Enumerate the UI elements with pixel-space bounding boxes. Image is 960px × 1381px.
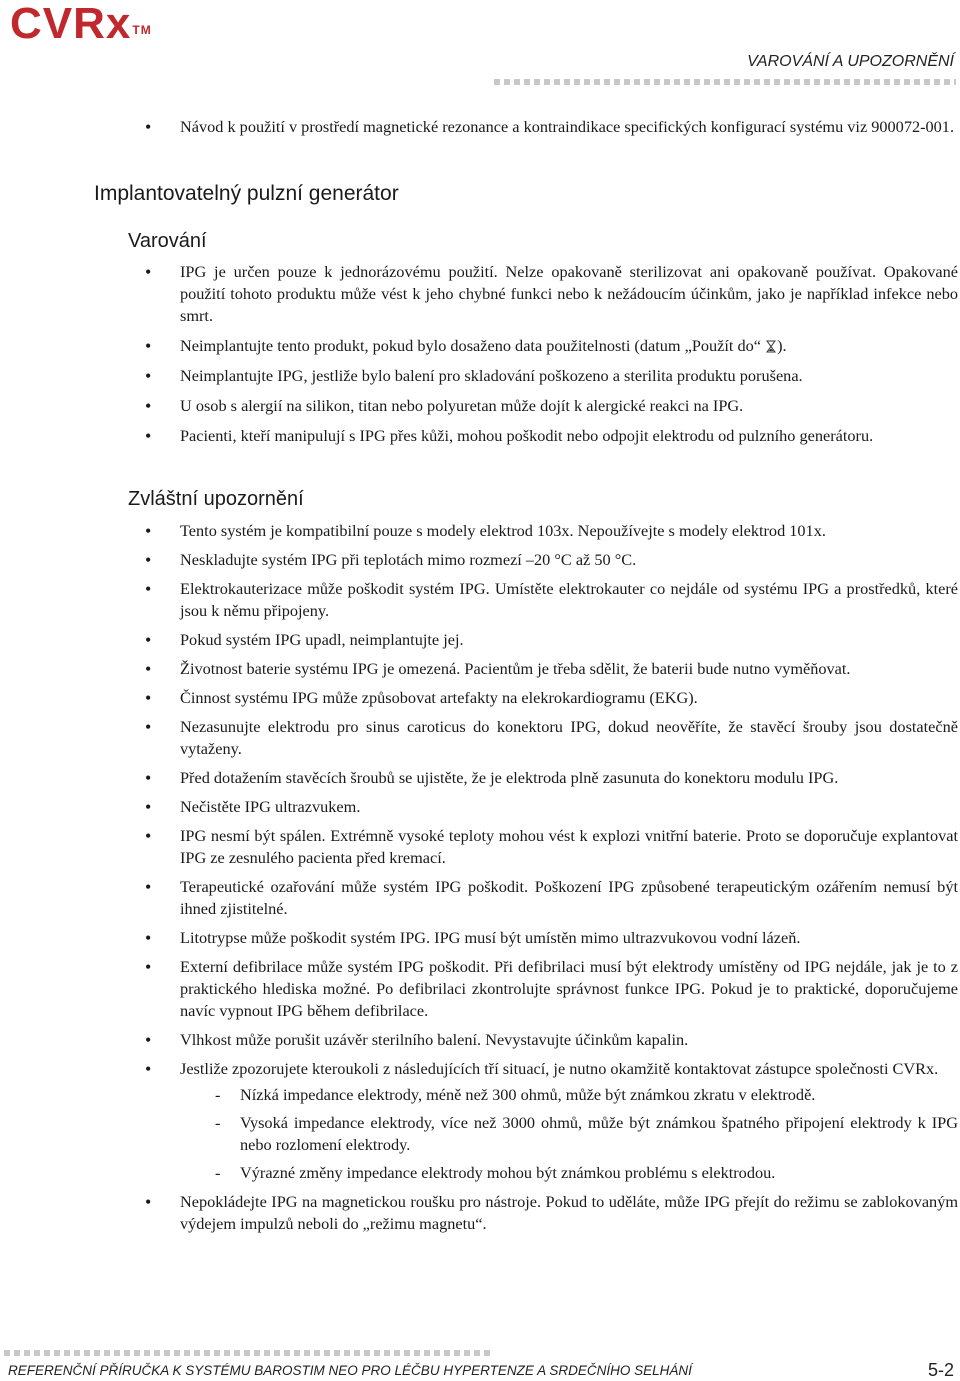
list-item: • Životnost baterie systému IPG je omezená. Pacientům je třeba sdělit, že baterii bude nutno vyměňovat. xyxy=(0,658,960,680)
list-item: • Elektrokauterizace může poškodit systém IPG. Umístěte elektrokauter co nejdále od systému IPG a prostředků, které jsou k němu připojeny. xyxy=(0,578,960,622)
precautions-title: Zvláštní upozornění xyxy=(128,488,304,510)
expiry-text-after: ). xyxy=(777,336,787,355)
list-item: • Litotrypse může poškodit systém IPG. IPG musí být umístěn mimo ultrazvukovou vodní lázeň. xyxy=(0,927,960,949)
sub-list-item: - Vysoká impedance elektrody, více než 3000 ohmů, může být známkou špatného připojení elektrody k IPG nebo rozlomení elektrody. xyxy=(180,1112,958,1156)
precautions-list xyxy=(0,520,960,1235)
list-item: • Nepokládejte IPG na magnetickou roušku pro nástroje. Pokud to uděláte, může IPG přejít do režimu se zablokovaným výdejem impulzů neboli do „režimu magnetu“. xyxy=(0,1191,960,1235)
intro-list xyxy=(0,116,960,138)
section-header-title: VAROVÁNÍ A UPOZORNĚNÍ xyxy=(747,53,954,70)
list-item: • Neimplantujte IPG, jestliže bylo balení pro skladování poškozeno a sterilita produktu porušena. xyxy=(0,365,960,387)
list-item: • Vlhkost může porušit uzávěr sterilního balení. Nevystavujte účinkům kapalin. xyxy=(0,1029,960,1051)
list-item: • Externí defibrilace může systém IPG poškodit. Při defibrilaci musí být elektrody umístěny od IPG nejdále, jak je to z praktického hlediska možné. Po defibrilaci zkontrolujte správnost funkce IPG. Pokud je to praktické, doporučujeme navíc vypnout IPG během defibrilace. xyxy=(0,956,960,1022)
list-item: • Činnost systému IPG může způsobovat artefakty na elekrokardiogramu (EKG). xyxy=(0,687,960,709)
intro-bullet: • Návod k použití v prostředí magnetické rezonance a kontraindikace specifických konfigurací systému viz 900072-001. xyxy=(0,116,960,138)
list-item: • Před dotažením stavěcích šroubů se ujistěte, že je elektroda plně zasunuta do konektoru modulu IPG. xyxy=(0,767,960,789)
warnings-title: Varování xyxy=(128,230,207,252)
list-item: • IPG nesmí být spálen. Extrémně vysoké teploty mohou vést k explozi vnitřní baterie. Proto se doporučuje explantovat IPG ze zesnulého pacienta před kremací. xyxy=(0,825,960,869)
list-item: • Pacienti, kteří manipulují s IPG přes kůži, mohou poškodit nebo odpojit elektrodu od pulzního generátoru. xyxy=(0,425,960,447)
list-item: • Pokud systém IPG upadl, neimplantujte jej. xyxy=(0,629,960,651)
footer-title: REFERENČNÍ PŘÍRUČKA K SYSTÉMU BAROSTIM NEO PRO LÉČBU HYPERTENZE A SRDEČNÍHO SELHÁNÍ xyxy=(8,1363,692,1378)
footer-dotted-rule xyxy=(4,1350,494,1356)
list-item: • Tento systém je kompatibilní pouze s modely elektrod 103x. Nepoužívejte s modely elektrod 101x. xyxy=(0,520,960,542)
page-number: 5-2 xyxy=(927,1360,954,1380)
sub-list-item: - Nízká impedance elektrody, méně než 300 ohmů, může být známkou zkratu v elektrodě. xyxy=(180,1084,958,1106)
contact-sublist xyxy=(180,1084,958,1184)
section-title: Implantovatelný pulzní generátor xyxy=(94,182,399,205)
contact-text: Jestliže zpozorujete kteroukoli z následujících tří situací, je nutno okamžitě kontaktovat zástupce společnosti CVRx. xyxy=(180,1059,939,1078)
sub-list-item: - Výrazné změny impedance elektrody mohou být známkou problému s elektrodou. xyxy=(180,1162,958,1184)
logo-trademark: TM xyxy=(132,23,152,37)
list-item: • Neskladujte systém IPG při teplotách mimo rozmezí –20 °C až 50 °C. xyxy=(0,549,960,571)
list-item-expiry xyxy=(0,335,960,357)
list-item-contact xyxy=(0,1058,960,1184)
list-item: • U osob s alergií na silikon, titan nebo polyuretan může dojít k alergické reakci na IPG. xyxy=(0,395,960,417)
list-item: • Nezasunujte elektrodu pro sinus caroticus do konektoru IPG, dokud neověříte, že stavěcí šrouby jsou dostatečně vytaženy. xyxy=(0,716,960,760)
list-item: • Nečistěte IPG ultrazvukem. xyxy=(0,796,960,818)
hourglass-icon xyxy=(766,340,776,353)
logo-text: CVRx xyxy=(10,0,132,48)
expiry-text-before: Neimplantujte tento produkt, pokud bylo dosaženo data použitelnosti (datum „Použít do“ xyxy=(180,336,766,355)
list-item: • IPG je určen pouze k jednorázovému použití. Nelze opakovaně sterilizovat ani opakovaně používat. Opakované použití tohoto produktu může vést k jeho chybné funkci nebo k nežádoucím účinkům, jako je například infekce nebo smrt. xyxy=(0,261,960,327)
warnings-list xyxy=(0,261,960,447)
cvrx-logo xyxy=(10,2,152,46)
list-item: • Terapeutické ozařování může systém IPG poškodit. Poškození IPG způsobené terapeutickým ozářením nemusí být ihned zjistitelné. xyxy=(0,876,960,920)
header-dotted-rule xyxy=(494,79,956,85)
